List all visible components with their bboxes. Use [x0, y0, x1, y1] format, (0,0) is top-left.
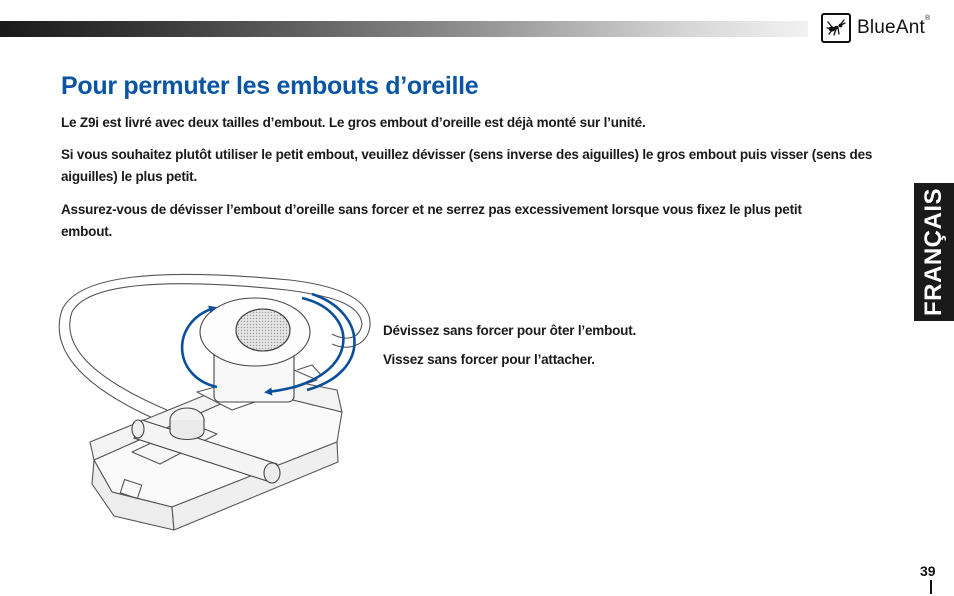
registered-mark: ®: [924, 15, 931, 22]
language-tab-label: FRANÇAIS: [920, 188, 947, 316]
language-tab: [914, 183, 954, 321]
page-title: Pour permuter les embouts d’oreille: [61, 72, 479, 100]
paragraph-instructions: Si vous souhaitez plutôt utiliser le petit embout, veuillez dévisser (sens inverse des aiguilles) le gros embout puis visser (sens des aiguilles) le plus petit.: [61, 147, 873, 184]
page-number: 39: [920, 563, 936, 579]
page-number-rule: [930, 580, 932, 594]
caption-screw: Vissez sans forcer pour l’attacher.: [383, 352, 595, 367]
caption-unscrew: Dévissez sans forcer pour ôter l’embout.: [383, 323, 637, 338]
headset-illustration: [42, 272, 389, 537]
ant-icon: [821, 13, 851, 43]
paragraph-caution: Assurez-vous de dévisser l’embout d’oreille sans forcer et ne serrez pas excessivement lorsque vous fixez le plus petit embout.: [61, 202, 802, 239]
brand-name: BlueAnt®: [857, 15, 931, 38]
paragraph-intro: Le Z9i est livré avec deux tailles d’embout. Le gros embout d’oreille est déjà monté sur l’unité.: [61, 115, 646, 130]
brand-logo: [821, 12, 930, 44]
header-gradient-bar: [0, 21, 808, 37]
